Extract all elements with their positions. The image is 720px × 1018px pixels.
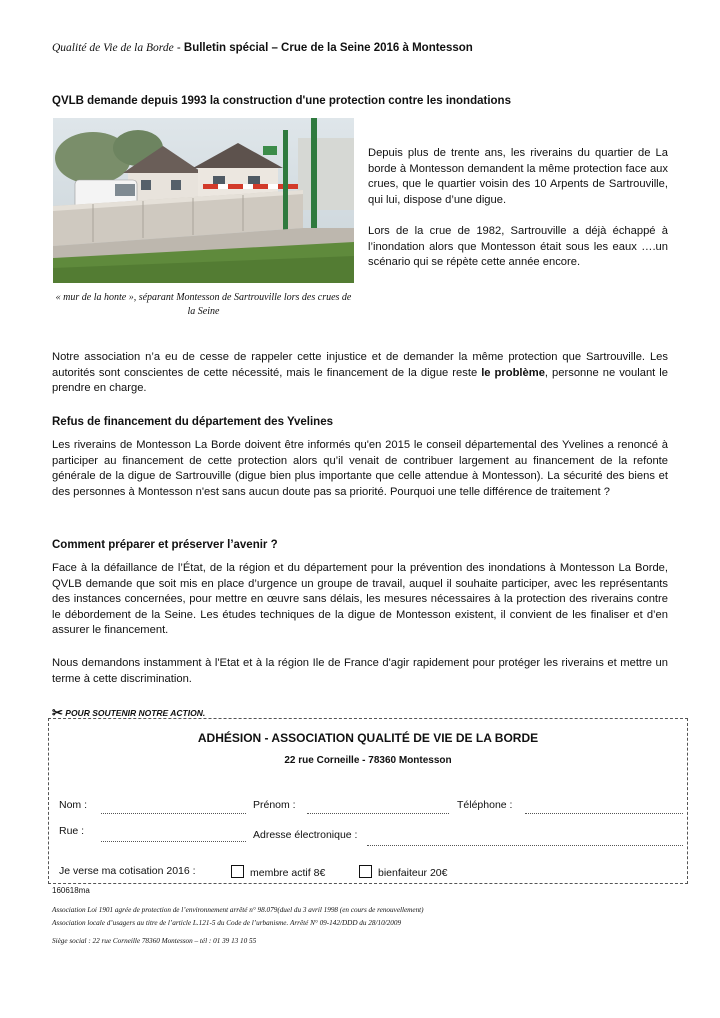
section1-body-emphasis: le problème xyxy=(481,366,545,379)
header-association-name: Qualité de Vie de la Borde xyxy=(52,42,174,54)
side-paragraph-1: Depuis plus de trente ans, les riverains du quartier de La borde à Montesson demandent la même protection face aux crues, que le quartier voisin des 10 Arpents de Sartrouville, qui lui, dispose d’une digue. xyxy=(368,147,668,206)
bienfaiteur-label: bienfaiteur 20€ xyxy=(378,867,448,879)
cutout-text: POUR SOUTENIR NOTRE ACTION. xyxy=(65,708,206,718)
nom-field[interactable] xyxy=(101,813,246,814)
membership-form xyxy=(48,718,688,884)
section2-body: Les riverains de Montesson La Borde doivent être informés qu'en 2015 le conseil départemental des Yvelines a renoncé à participer au financement de cette protection alors qu’il venait de contribuer largement au financement de la refonte générale de la digue de Sartrouville (digue bien plus importante que celle attendue à Montesson). La sécurité des biens et des personnes à Montesson n'est sans aucun doute pas sa priorité. Pourquoi une telle différence de traitement ? xyxy=(52,439,668,498)
section3-body-1: Face à la défaillance de l’État, de la région et du département pour la prévention des inondations à Montesson La Borde, QVLB demande que soit mis en place d’urgence un groupe de travail, auquel il souhaite participer, avec les représentants des instances concernées, pour mettre en œuvre sans délais, les mesures nécessaires à la protection des riverains contre le débordement de la Seine. Les études techniques de la digue de Montesson existent, il convient de les finaliser et d’en assurer le financement. xyxy=(52,562,668,637)
section1-body-start: Notre association n’a eu de cesse de rappeler cette injustice et de demander la même protection que Sartrouville. Les autorités sont conscientes de cette nécessité, mais le financement de la digue reste xyxy=(52,351,668,379)
membre-actif-checkbox[interactable] xyxy=(231,865,244,878)
footer-legal-line-1: Association Loi 1901 agrée de protection de l’environnement arrêté n° 98.079(duel du 3 avril 1998 (en cours de renouvellement) xyxy=(52,906,424,914)
footer-head-office: Siège social : 22 rue Corneille 78360 Montesson – tél : 01 39 13 10 55 xyxy=(52,937,257,945)
form-title: ADHÉSION - ASSOCIATION QUALITÉ DE VIE DE LA BORDE xyxy=(197,731,539,745)
telephone-field[interactable] xyxy=(525,813,683,814)
prenom-field[interactable] xyxy=(307,813,449,814)
rue-label: Rue : xyxy=(59,825,85,837)
footer-legal-line-2: Association locale d’usagers au titre de l’article L.121-5 du Code de l’urbanisme. Arrêté N° 09-142/DDD du 28/10/2009 xyxy=(52,919,402,927)
side-paragraph-2: Lors de la crue de 1982, Sartrouville a déjà échappé à l’inondation alors que Montesson était sous les eaux ….un scénario qui se répète cette année encore. xyxy=(368,225,668,269)
document-reference: 160618ma xyxy=(52,886,90,895)
header-separator: - xyxy=(173,42,184,54)
telephone-label: Téléphone : xyxy=(457,799,513,811)
flood-wall-photo xyxy=(53,118,354,283)
section3-body-2: Nous demandons instamment à l'Etat et à la région Ile de France d'agir rapidement pour protéger les riverains et mettre un terme à cette discrimination. xyxy=(52,657,668,685)
email-label: Adresse électronique : xyxy=(253,829,358,841)
flood-wall-illustration xyxy=(53,118,354,283)
bulletin-header xyxy=(52,42,473,54)
section1-body-end: , personne ne voulant le prendre en charge. xyxy=(52,366,669,395)
option-membre-actif[interactable] xyxy=(231,865,325,879)
membre-actif-label: membre actif 8€ xyxy=(250,867,326,879)
header-bulletin-title: Bulletin spécial – Crue de la Seine 2016 à Montesson xyxy=(183,42,473,54)
rue-field[interactable] xyxy=(101,841,246,842)
section1-title: QVLB demande depuis 1993 la construction d'une protection contre les inondations xyxy=(52,95,511,107)
prenom-label: Prénom : xyxy=(253,799,296,811)
bienfaiteur-checkbox[interactable] xyxy=(359,865,372,878)
email-field[interactable] xyxy=(367,845,683,846)
option-bienfaiteur[interactable] xyxy=(359,865,447,879)
scissors-icon: ✂ xyxy=(52,705,63,720)
section1-body xyxy=(52,350,668,397)
photo-caption: « mur de la honte », séparant Montesson de Sartrouville lors des crues de la Seine xyxy=(55,292,352,317)
form-address: 22 rue Corneille - 78360 Montesson xyxy=(284,755,452,766)
section2-title: Refus de financement du département des Yvelines xyxy=(52,416,333,428)
nom-label: Nom : xyxy=(59,799,88,811)
cotisation-label: Je verse ma cotisation 2016 : xyxy=(59,865,196,877)
section3-title: Comment préparer et préserver l’avenir ? xyxy=(52,539,278,551)
